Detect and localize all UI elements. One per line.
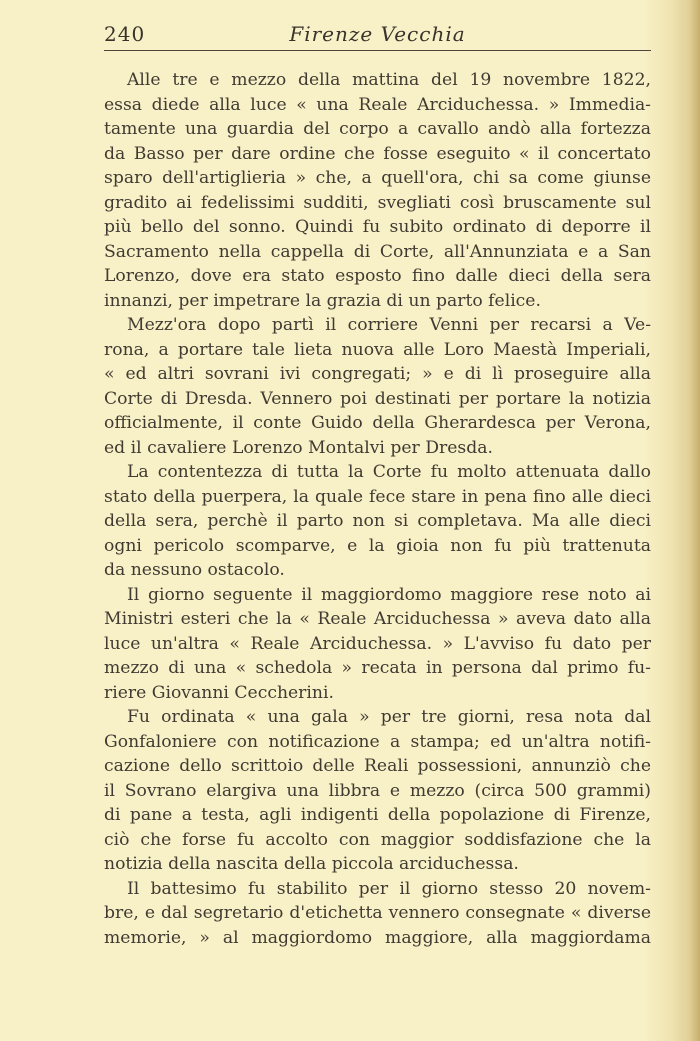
text-line: « ed altri sovrani ivi congregati; » e di lì proseguire alla [104, 364, 651, 384]
text-line: Fu ordinata « una gala » per tre giorni, resa nota dal [127, 707, 651, 727]
paragraph [104, 460, 651, 583]
text-line: stato della puerpera, la quale fece stare in pena fino alle dieci [104, 486, 651, 507]
text-line: Corte di Dresda. Vennero poi destinati per portare la notizia [104, 388, 651, 409]
header-rule [104, 50, 651, 51]
text-line: ogni pericolo scomparve, e la gioia non fu più trattenuta [104, 535, 651, 556]
paragraph [104, 583, 651, 706]
text-line: Mezz'ora dopo partì il corriere Venni per recarsi a Ve- [127, 315, 651, 335]
text-line: il Sovrano elargiva una libbra e mezzo (circa 500 grammi) [104, 780, 651, 801]
page-header [104, 22, 651, 52]
text-line: La contentezza di tutta la Corte fu molto attenuata dallo [127, 462, 651, 482]
body-text [104, 68, 651, 950]
text-line: della sera, perchè il parto non si completava. Ma alle dieci [104, 511, 651, 531]
text-line: Ministri esteri che la « Reale Arciduchessa » aveva dato alla [104, 609, 651, 629]
text-line: bre, e dal segretario d'etichetta vennero consegnate « diverse [104, 903, 651, 923]
text-line: più bello del sonno. Quindi fu subito ordinato di deporre il [104, 217, 651, 237]
text-line: innanzi, per impetrare la grazia di un parto felice. [104, 290, 541, 311]
text-line: luce un'altra « Reale Arciduchessa. » L'avviso fu dato per [104, 633, 651, 654]
text-line: Lorenzo, dove era stato esposto fino dalle dieci della sera [104, 266, 651, 286]
text-line: ed il cavaliere Lorenzo Montalvi per Dresda. [104, 437, 493, 458]
text-line: ciò che forse fu accolto con maggior soddisfazione che la [104, 829, 651, 850]
text-line: cazione dello scrittoio delle Reali possessioni, annunziò che [104, 756, 651, 776]
text-line: notizia della nascita della piccola arciduchessa. [104, 854, 519, 874]
paragraph [104, 313, 651, 460]
text-line: da nessuno ostacolo. [104, 560, 285, 580]
text-line: Gonfaloniere con notificazione a stampa; ed un'altra notifi- [104, 731, 651, 752]
text-line: da Basso per dare ordine che fosse eseguito « il concertato [104, 143, 651, 164]
text-line: riere Giovanni Ceccherini. [104, 682, 334, 703]
text-line: memorie, » al maggiordomo maggiore, alla maggiordama [104, 927, 651, 948]
text-line: Il giorno seguente il maggiordomo maggiore rese noto ai [127, 584, 651, 605]
text-line: rona, a portare tale lieta nuova alle Loro Maestà Imperiali, [104, 339, 651, 360]
paragraph [104, 877, 651, 951]
paragraph [104, 68, 651, 313]
text-line: officialmente, il conte Guido della Gherardesca per Verona, [104, 413, 651, 433]
page-number: 240 [104, 22, 146, 46]
text-line: di pane a testa, agli indigenti della popolazione di Firenze, [104, 805, 651, 825]
text-line: essa diede alla luce « una Reale Arciduchessa. » Immedia- [104, 94, 651, 115]
paragraph [104, 705, 651, 877]
text-line: Sacramento nella cappella di Corte, all'Annunziata e a San [104, 241, 651, 262]
running-title: Firenze Vecchia [289, 22, 466, 46]
text-line: sparo dell'artiglieria » che, a quell'ora, chi sa come giunse [104, 168, 651, 188]
text-line: mezzo di una « schedola » recata in persona dal primo fu- [104, 658, 651, 678]
text-line: gradito ai fedelissimi sudditi, svegliati così bruscamente sul [104, 192, 651, 213]
text-line: Il battesimo fu stabilito per il giorno stesso 20 novem- [127, 878, 651, 899]
text-line: tamente una guardia del corpo a cavallo andò alla fortezza [104, 119, 651, 139]
text-line: Alle tre e mezzo della mattina del 19 novembre 1822, [127, 70, 651, 90]
